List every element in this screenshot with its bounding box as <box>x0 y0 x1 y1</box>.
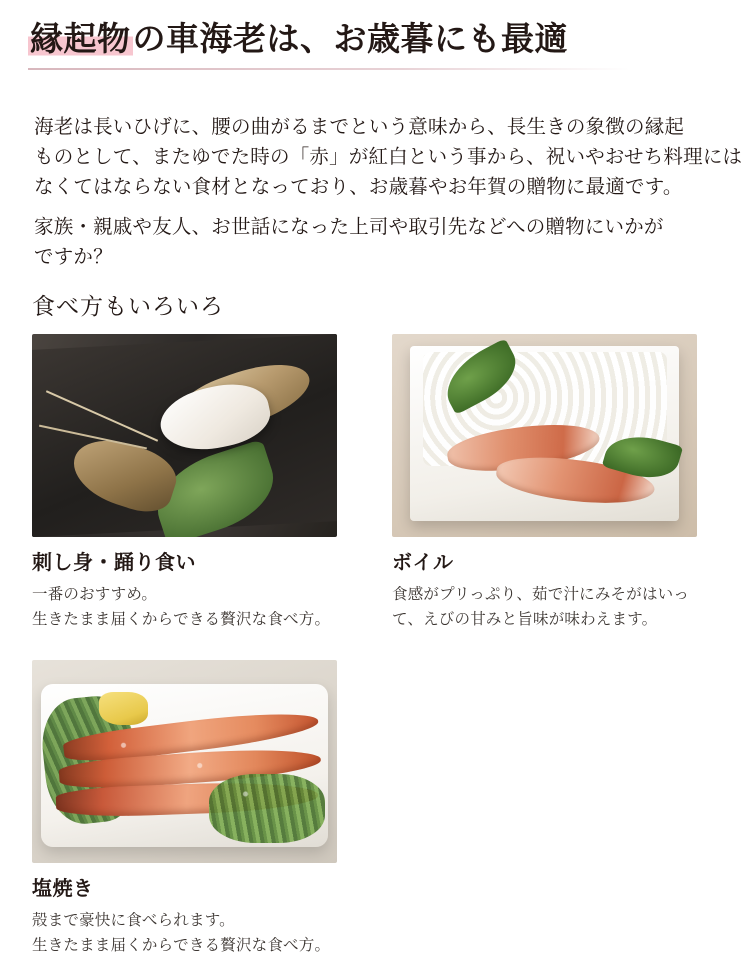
card-description-line: 食感がプリっぷり、茹で汁にみそがはいっ <box>392 586 690 603</box>
page-title-rest: の車海老は、お歳暮にも最適 <box>132 20 568 57</box>
eating-styles-grid <box>32 334 718 958</box>
page-title-highlight: 縁起物 <box>30 20 131 57</box>
card-description <box>32 908 337 958</box>
section-subheading: 食べ方もいろいろ <box>32 293 224 319</box>
intro-line: ですか？ <box>34 246 113 268</box>
card-description-line: 生きたまま届くからできる贅沢な食べ方。 <box>32 937 331 954</box>
card-title: 刺し身・踊り食い <box>32 552 196 574</box>
salt-specks <box>32 660 337 863</box>
intro-line: 家族・親戚や友人、お世話になった上司や取引先などへの贈物にいかが <box>34 216 664 238</box>
card-row <box>32 334 718 632</box>
sashimi-photo <box>32 334 337 537</box>
headline-block <box>28 18 722 70</box>
intro-line: ものとして、またゆでた時の「赤」が紅白という事から、祝いやおせち料理には <box>34 146 743 168</box>
card-description <box>392 582 697 632</box>
boiled-shrimp-photo <box>392 334 697 537</box>
card-description <box>32 582 337 632</box>
card-sashimi <box>32 334 337 632</box>
headline-divider <box>28 68 630 70</box>
intro-line: 海老は長いひげに、腰の曲がるまでという意味から、長生きの象徴の縁起 <box>34 116 685 138</box>
grilled-shrimp-photo <box>32 660 337 863</box>
card-title: 塩焼き <box>32 878 94 900</box>
card-title: ボイル <box>392 552 454 574</box>
card-row <box>32 660 718 958</box>
intro-paragraphs <box>34 112 743 272</box>
page-title <box>28 18 722 59</box>
card-boiled <box>392 334 697 632</box>
intro-line: なくてはならない食材となっており、お歳暮やお年賀の贈物に最適です。 <box>34 176 683 198</box>
card-grilled <box>32 660 337 958</box>
card-description-line: 殻まで豪快に食べられます。 <box>32 912 235 929</box>
card-description-line: 生きたまま届くからできる贅沢な食べ方。 <box>32 611 331 628</box>
card-description-line: 一番のおすすめ。 <box>32 586 158 603</box>
card-description-line: て、えびの甘みと旨味が味わえます。 <box>392 611 658 628</box>
